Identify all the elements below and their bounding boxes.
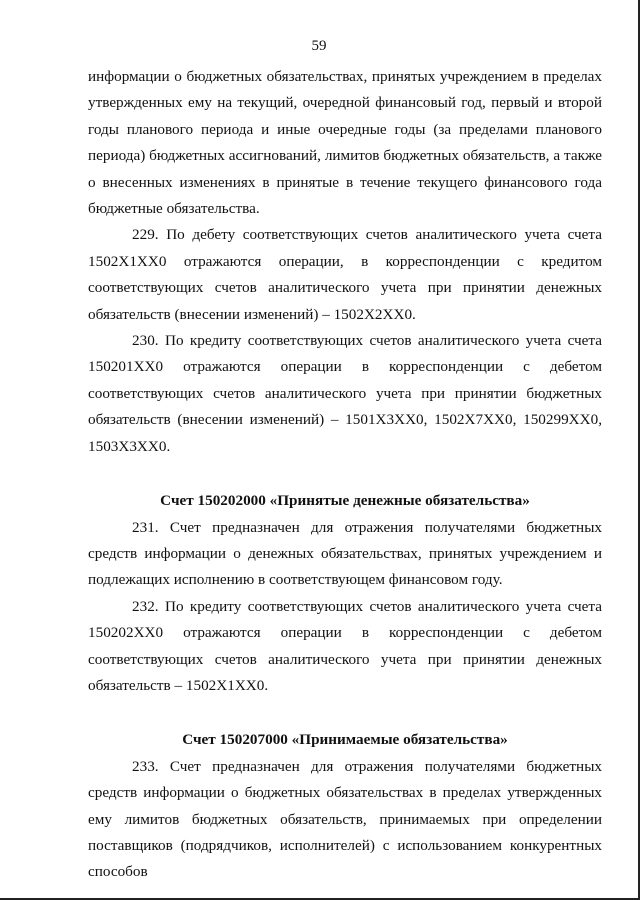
page-number: 59 (311, 38, 327, 54)
paragraph-233: 233. Счет предназначен для отражения получателями бюджетных средств информации о бюджетных обязательствах в пределах утвержденных ему лимитов бюджетных обязательств, принимаемых при определении поставщиков (подрядчиков, исполнителей) с использованием конкурентных способов (88, 757, 602, 881)
paragraph-230: 230. По кредиту соответствующих счетов аналитического учета счета 150201XX0 отражаются операции в корреспонденции с дебетом соответствующих счетов аналитического учета при принятии бюджетных обязательств (внесении изменений) – 1501X3XX0, 1502X7XX0, 150299XX0, 1503X3XX0. (88, 332, 602, 455)
section-heading-150207000: Счет 150207000 «Принимаемые обязательства» (182, 731, 508, 749)
section-heading-150202000: Счет 150202000 «Принятые денежные обязательства» (160, 492, 530, 510)
paragraph-232: 232. По кредиту соответствующих счетов аналитического учета счета 150202XX0 отражаются операции в корреспонденции с дебетом соответствующих счетов аналитического учета при принятии денежных обязательств – 1502X1XX0. (88, 597, 602, 694)
paragraph-continuation: информации о бюджетных обязательствах, принятых учреждением в пределах утвержденных ему на текущий, очередной финансовый год, первый и второй годы планового периода и иные очередные годы (за пределами планового периода) бюджетных ассигнований, лимитов бюджетных обязательств, а также о внесенных изменениях в принятые в течение текущего финансового года бюджетные обязательства. (88, 68, 602, 218)
document-body (88, 64, 602, 886)
paragraph-229: 229. По дебету соответствующих счетов аналитического учета счета 1502X1XX0 отражаются операции, в корреспонденции с кредитом соответствующих счетов аналитического учета при принятии денежных обязательств (внесении изменений) – 1502X2XX0. (88, 226, 602, 323)
paragraph-231: 231. Счет предназначен для отражения получателями бюджетных средств информации о денежных обязательствах, принятых учреждением и подлежащих исполнению в соответствующем финансовом году. (88, 518, 602, 589)
